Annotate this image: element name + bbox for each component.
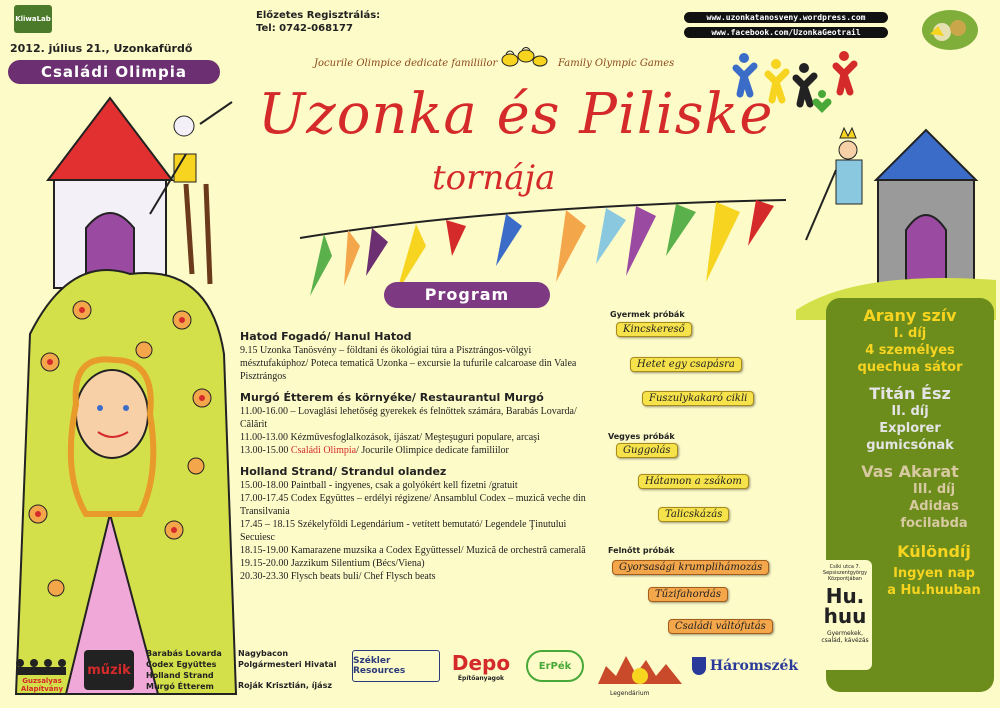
depo-sub-text: Építőanyagok xyxy=(457,674,505,682)
schedule-line: 19.15-20.00 Jazzikum Silentium (Bécs/Viena) xyxy=(240,558,425,569)
prize-line: quechua sátor xyxy=(857,360,963,375)
prize-line: Explorer xyxy=(879,421,941,436)
schedule-line: 9.15 Uzonka Tanösvény – földtani és ökológiai túra a Pisztrángos-völgyi mésztufakúphoz/ Poteca tematică Uzonka – excursie la tufurile calcaroase din Valea Pisztrángos xyxy=(240,345,577,382)
haromszek-logo-text: Háromszék xyxy=(709,658,799,674)
prize-place: I. díj xyxy=(893,326,927,341)
prize-line: Adidas xyxy=(909,499,959,514)
schedule-line: 17.45 – 18.15 Székelyföldi Legendárium - vetített bemutató/ Legendele Ţinutului Secuiesc xyxy=(240,519,567,543)
partner-name: Barabás Lovarda xyxy=(146,649,222,658)
task-item: Gyorsasági krumplihámozás xyxy=(612,560,769,575)
venue-title: Hatod Fogadó/ Hanul Hatod xyxy=(240,330,412,343)
prize-place: III. díj xyxy=(912,482,956,497)
schedule-line: 20.30-23.30 Flysch beats buli/ Chef Flysch beats xyxy=(240,571,436,582)
task-item: Hátamon a zsákom xyxy=(638,474,749,489)
partner-name: Polgármesteri Hivatal xyxy=(238,660,337,669)
task-item: Kincskereső xyxy=(616,322,692,337)
geotrail-logo-icon xyxy=(920,8,980,52)
task-item: Guggolás xyxy=(616,443,678,458)
date-place: 2012. július 21., Uzonkafürdő xyxy=(10,42,193,55)
szekler-logo xyxy=(352,650,440,682)
muzik-logo-text: műzik xyxy=(87,662,131,678)
partner-name: Roják Krisztián, íjász xyxy=(238,681,332,690)
subtitle-ro: Jocurile Olimpice dedicate familiilor xyxy=(314,58,498,69)
depo-logo xyxy=(446,646,516,686)
huhuu-logo xyxy=(818,560,872,670)
partner-name: Holland Strand xyxy=(146,671,214,680)
main-title: Uzonka és Piliske xyxy=(258,82,774,147)
prize-line: a Hu.huuban xyxy=(887,583,981,598)
partners-col1 xyxy=(146,648,222,692)
task-item: Tűzifahordás xyxy=(648,587,728,602)
left-castle-illustration xyxy=(10,94,246,698)
venue-title: Murgó Étterem és környéke/ Restaurantul Murgó xyxy=(240,391,544,404)
task-item: Hetet egy csapásra xyxy=(630,357,742,372)
legendarium-logo-icon xyxy=(596,646,684,686)
schedule-line: 18.15-19.00 Kamarazene muzsika a Codex Együttessel/ Muzică de orchestră camerală xyxy=(240,545,586,556)
prize-line: 4 személyes xyxy=(865,343,955,358)
partners-col2 xyxy=(238,648,336,691)
event-label: Családi Olimpia xyxy=(8,60,220,84)
guzsalyas-figures-icon xyxy=(12,657,72,677)
phone-number: Tel: 0742-068177 xyxy=(256,23,353,34)
schedule-highlight: Családi Olimpia xyxy=(290,445,357,456)
schedule xyxy=(240,330,600,583)
schedule-line: 11.00-16.00 – Lovaglási lehetőség gyerekek és felnőttek számára, Barabás Lovarda/ Călărit xyxy=(240,406,577,430)
task-item: Családi váltófutás xyxy=(668,619,773,634)
schedule-line: 17.00-17.45 Codex Együttes – erdélyi régizene/ Ansamblul Codex – muzică veche din Transilvania xyxy=(240,493,586,517)
erpek-logo xyxy=(526,650,584,682)
task-group-label: Gyermek próbák xyxy=(610,310,685,319)
schedule-line: 15.00-18.00 Paintball - ingyenes, csak a golyókért kell fizetni /gratuit xyxy=(240,480,518,491)
schedule-rest: / Jocurile Olimpice dedicate familiilor xyxy=(356,445,509,456)
venue-title: Holland Strand/ Strandul olandez xyxy=(240,465,447,478)
kliwalab-logo-text: KliwaLab xyxy=(15,15,51,23)
right-castle-illustration xyxy=(796,120,996,320)
prize-name: Vas Akarat xyxy=(861,462,959,481)
partner-name: Codex Együttes xyxy=(146,660,217,669)
guzsalyas-logo xyxy=(4,646,80,704)
task-item: Fuszulykakaró cikli xyxy=(642,391,754,406)
schedule-line xyxy=(240,444,600,457)
task-group-label: Vegyes próbák xyxy=(608,432,675,441)
schedule-line: 11.00-13.00 Kézművesfoglalkozások, íjászat/ Meşteşuguri populare, arcaşi xyxy=(240,432,540,443)
registration-label: Előzetes Regisztrálás: xyxy=(256,10,381,21)
prize-line: Ingyen nap xyxy=(893,566,975,581)
prize-place: II. díj xyxy=(891,404,929,419)
subtitle-en: Family Olympic Games xyxy=(558,58,675,69)
facebook-link[interactable]: www.facebook.com/UzonkaGeotrail xyxy=(684,27,888,38)
haromszek-crest-icon xyxy=(692,657,706,675)
prize-name: Arany szív xyxy=(863,306,957,325)
partner-name: Nagybacon xyxy=(238,649,289,658)
kliwalab-logo xyxy=(14,5,52,33)
bees-icon xyxy=(496,46,552,70)
program-label: Program xyxy=(384,282,550,308)
task-item: Talicskázás xyxy=(658,507,729,522)
huhuu-top-text: Csíki utca 7. Sepsiszentgyörgy Központjában xyxy=(822,564,868,582)
prize-line: focilabda xyxy=(900,516,968,531)
erpek-logo-text: ErPék xyxy=(538,660,572,672)
prize-name: Titán Ész xyxy=(869,384,951,403)
prize-line: gumicsónak xyxy=(866,438,954,453)
huhuu-bottom-text: Gyermekek, család, kávézás xyxy=(821,630,869,644)
muzik-logo xyxy=(84,650,134,690)
guzsalyas-logo-text: Guzsalyas Alapítvány xyxy=(20,677,64,693)
legendarium-logo-text: Legendárium xyxy=(610,690,650,697)
huhuu-logo-text: Hu. huu xyxy=(823,584,867,628)
depo-logo-text: Depo xyxy=(451,650,511,675)
main-title-sub: tornája xyxy=(432,158,556,198)
schedule-time: 13.00-15.00 xyxy=(240,445,291,456)
partner-name: Murgó Étterem xyxy=(146,682,214,691)
task-group-label: Felnőtt próbák xyxy=(608,546,675,555)
prize-name: Különdíj xyxy=(897,542,971,561)
website-link[interactable]: www.uzonkatanosveny.wordpress.com xyxy=(684,12,888,23)
haromszek-logo xyxy=(690,652,800,680)
szekler-logo-text: Székler Resources xyxy=(353,656,406,676)
